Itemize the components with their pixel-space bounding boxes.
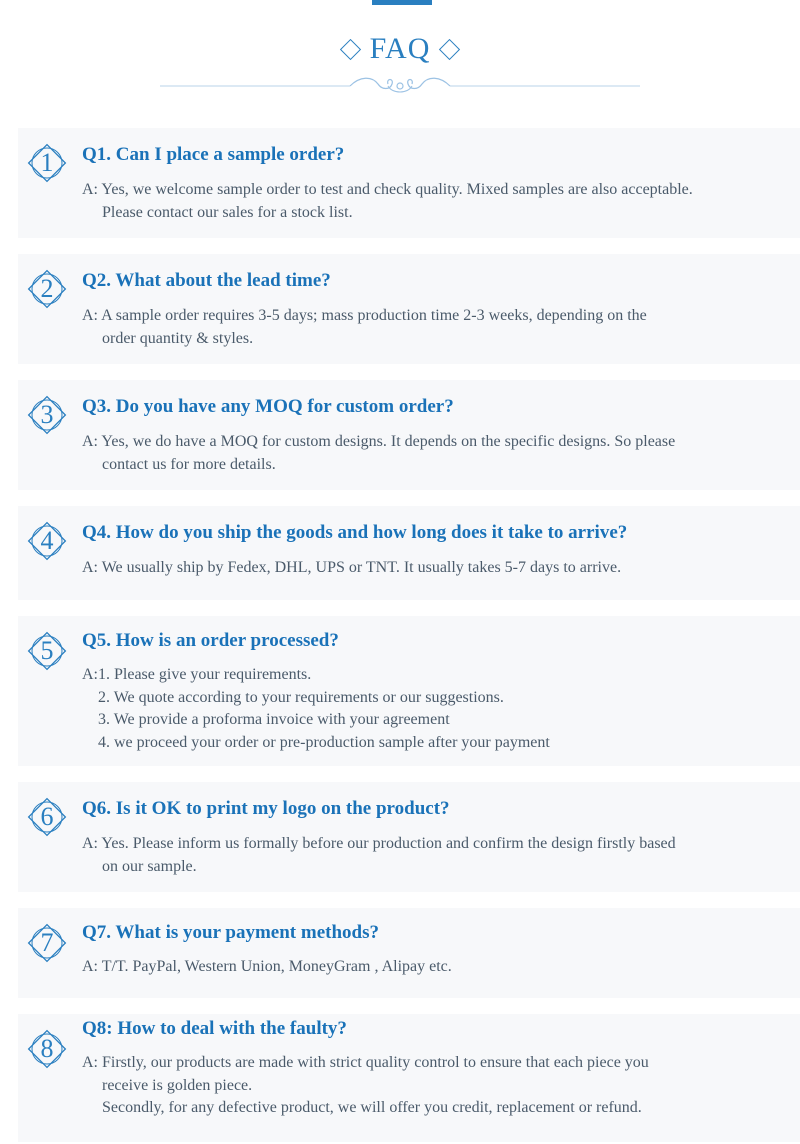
question-text: Q8: How to deal with the faulty? <box>82 1018 347 1039</box>
number-badge-icon <box>26 796 68 838</box>
answer-line: Secondly, for any defective product, we will offer you credit, replacement or refund. <box>102 1099 642 1116</box>
badge-number: 6 <box>40 802 54 831</box>
answer-text <box>82 305 647 350</box>
badge-number: 2 <box>40 274 54 303</box>
answer-line: Please contact our sales for a stock list. <box>102 203 353 221</box>
faq-item-2 <box>18 254 800 364</box>
faq-item-7 <box>18 908 800 998</box>
faq-item-6 <box>18 782 800 892</box>
top-tab-marker <box>372 0 432 5</box>
question-text: Q5. How is an order processed? <box>82 630 339 651</box>
answer-text <box>82 431 675 476</box>
answer-line: order quantity & styles. <box>102 329 254 347</box>
answer-line: receive is golden piece. <box>102 1076 253 1094</box>
answer-text <box>82 664 550 754</box>
badge-number: 4 <box>40 526 54 555</box>
answer-line: A: Yes, we welcome sample order to test and check quality. Mixed samples are also acceptable. <box>82 181 693 198</box>
number-badge-icon <box>26 142 68 184</box>
answer-line: A: Firstly, our products are made with strict quality control to ensure that each piece you <box>82 1054 649 1071</box>
number-badge-icon <box>26 520 68 562</box>
badge-number: 8 <box>40 1034 54 1063</box>
answer-text <box>82 179 693 224</box>
diamond-left-icon <box>339 38 360 59</box>
answer-line: A: T/T. PayPal, Western Union, MoneyGram , Alipay etc. <box>82 958 452 975</box>
diamond-right-icon <box>439 38 460 59</box>
number-badge-icon <box>26 1028 68 1070</box>
answer-line: A: Yes. Please inform us formally before our production and confirm the design firstly based <box>82 835 676 852</box>
badge-number: 7 <box>40 928 54 957</box>
answer-line: A:1. Please give your requirements. <box>82 666 312 683</box>
badge-number: 3 <box>40 400 54 429</box>
answer-line: A: We usually ship by Fedex, DHL, UPS or TNT. It usually takes 5-7 days to arrive. <box>82 559 622 576</box>
answer-text <box>82 956 452 979</box>
answer-text <box>82 833 676 878</box>
page-title: FAQ <box>369 32 431 65</box>
number-badge-icon <box>26 922 68 964</box>
number-badge-icon <box>26 630 68 672</box>
question-text: Q2. What about the lead time? <box>82 270 331 291</box>
question-text: Q1. Can I place a sample order? <box>82 144 345 165</box>
number-badge-icon <box>26 268 68 310</box>
answer-line: 3. We provide a proforma invoice with your agreement <box>98 711 450 728</box>
question-text: Q7. What is your payment methods? <box>82 922 379 943</box>
badge-number: 5 <box>40 636 54 665</box>
faq-item-5 <box>18 616 800 766</box>
badge-number: 1 <box>40 148 54 177</box>
answer-text <box>82 1052 649 1120</box>
answer-line: 4. we proceed your order or pre-production sample after your payment <box>98 733 550 751</box>
answer-line: on our sample. <box>102 857 197 875</box>
answer-line: contact us for more details. <box>102 455 276 473</box>
faq-header <box>0 28 800 108</box>
answer-text <box>82 557 621 580</box>
faq-item-3 <box>18 380 800 490</box>
number-badge-icon <box>26 394 68 436</box>
faq-item-4 <box>18 506 800 600</box>
answer-line: A: A sample order requires 3-5 days; mass production time 2-3 weeks, depending on the <box>82 307 647 324</box>
question-text: Q3. Do you have any MOQ for custom order? <box>82 396 454 417</box>
question-text: Q6. Is it OK to print my logo on the product? <box>82 798 450 819</box>
faq-title-row <box>0 28 800 70</box>
faq-item-1 <box>18 128 800 238</box>
faq-item-8 <box>18 1014 800 1142</box>
answer-line: 2. We quote according to your requirements or our suggestions. <box>98 688 504 706</box>
answer-line: A: Yes, we do have a MOQ for custom designs. It depends on the specific designs. So please <box>82 433 676 450</box>
question-text: Q4. How do you ship the goods and how long does it take to arrive? <box>82 522 628 543</box>
flourish-ornament-icon <box>160 74 640 98</box>
